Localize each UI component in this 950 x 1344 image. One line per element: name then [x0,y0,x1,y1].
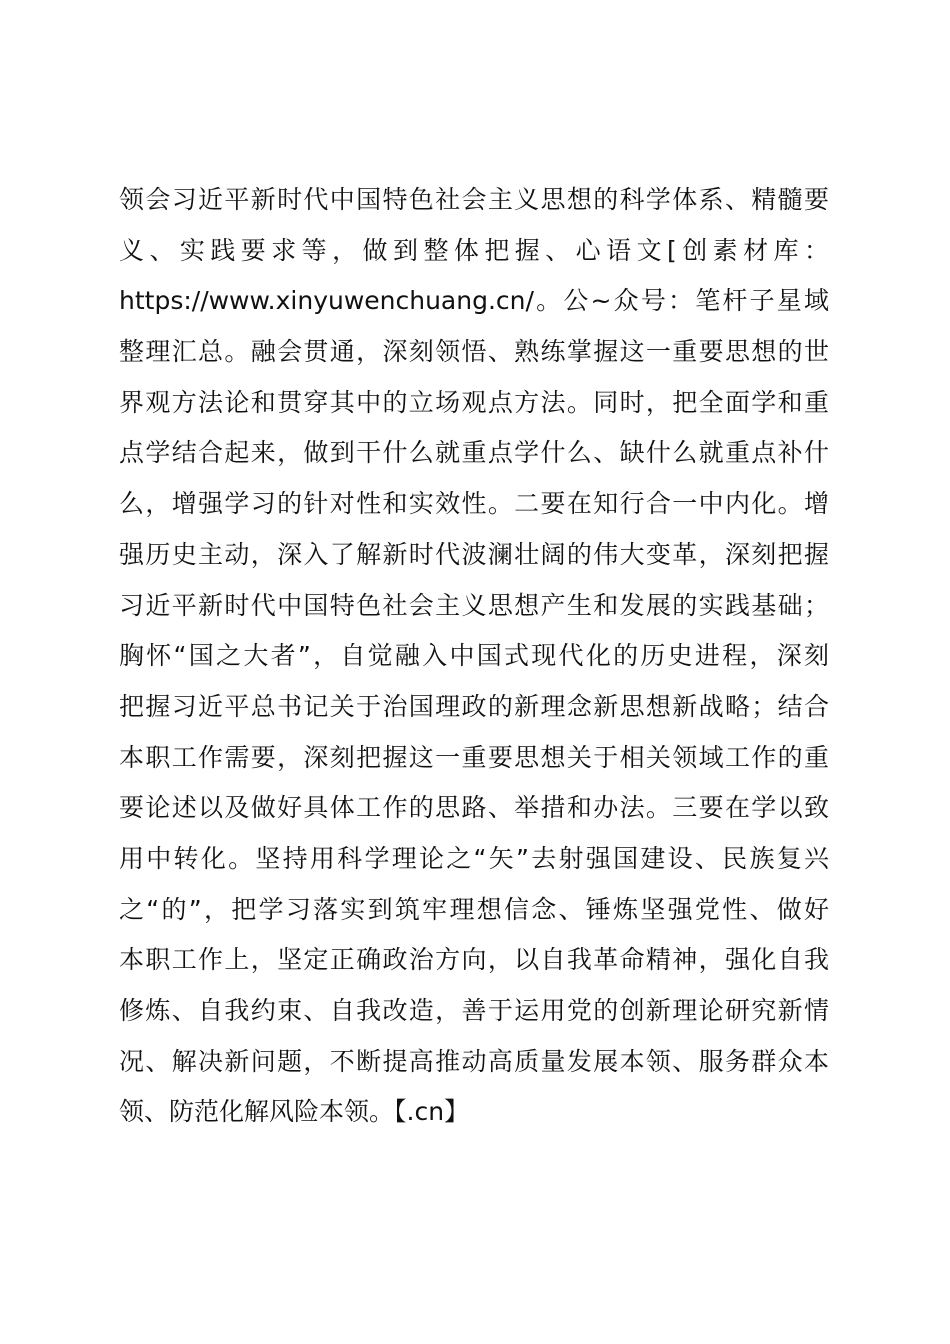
text-line: 之“的”，把学习落实到筑牢理想信念、锤炼坚强党性、做好 [119,894,829,924]
text-line: 况、解决新问题，不断提高推动高质量发展本领、服务群众本 [119,1046,829,1076]
text-line: 领、防范化解风险本领。【.cn】 [119,1097,470,1127]
text-line: 要论述以及做好具体工作的思路、举措和办法。三要在学以致 [119,793,829,823]
text-line: 习近平新时代中国特色社会主义思想产生和发展的实践基础； [119,590,829,620]
text-line: 强历史主动，深入了解新时代波澜壮阔的伟大变革，深刻把握 [119,539,829,569]
text-line: 领会习近平新时代中国特色社会主义思想的科学体系、精髓要 [119,185,829,214]
text-line: 把握习近平总书记关于治国理政的新理念新思想新战略；结合 [119,691,829,721]
text-line: 界观方法论和贯穿其中的立场观点方法。同时，把全面学和重 [119,387,829,417]
text-line: 点学结合起来，做到干什么就重点学什么、缺什么就重点补什 [119,438,829,468]
text-line: 义、实践要求等，做到整体把握、心语文[创素材库： [119,235,829,265]
text-line: 用中转化。坚持用科学理论之“矢”去射强国建设、民族复兴 [119,843,829,873]
text-line: 整理汇总。融会贯通，深刻领悟、熟练掌握这一重要思想的世 [119,337,829,367]
text-line: 么，增强学习的针对性和实效性。二要在知行合一中内化。增 [119,489,829,519]
body-paragraph [119,180,829,1143]
text-line: 本职工作需要，深刻把握这一重要思想关于相关领域工作的重 [119,742,829,772]
text-line: 胸怀“国之大者”，自觉融入中国式现代化的历史进程，深刻 [119,641,829,671]
text-line: 本职工作上，坚定正确政治方向，以自我革命精神，强化自我 [119,945,829,975]
text-line: https://www.xinyuwenchuang.cn/。公~众号：笔杆子星域 [119,286,829,316]
text-line: 修炼、自我约束、自我改造，善于运用党的创新理论研究新情 [119,996,829,1025]
